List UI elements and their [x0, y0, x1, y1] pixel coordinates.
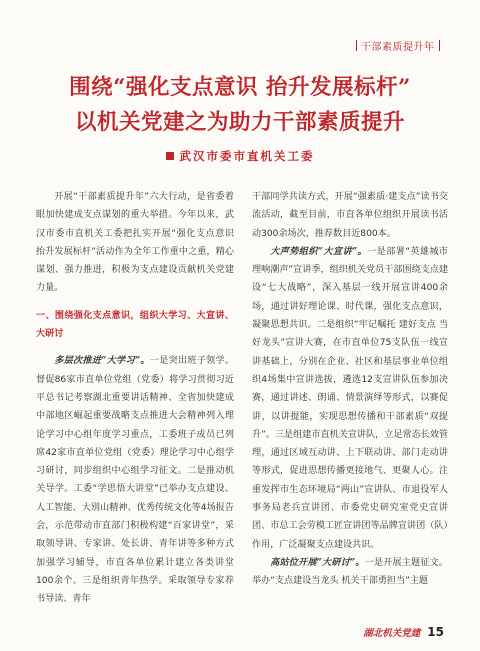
discuss-paragraph	[252, 554, 448, 591]
page-footer	[363, 625, 444, 639]
preach-body: 一是部署“英雄城市 理响潮声”宣讲季，组织机关党员干部围绕支点建设“七大战略”，深入基层一线开展宣讲400余场，通过讲好理论课、时代课，强化支点意识，凝聚思想共识。二是组织“牢记嘱托 建好支点 当好龙头”宣讲大赛，在市直单位75支队伍一线宣讲基础上，分别在企业、社区和基层事业单位组织4场集中宣讲选拔，遴选12支宣讲队伍参加决赛，通过讲述、朗诵、情景演绎等形式，以赛促讲，以讲提能，实现思想传播和干部素质“双提升”。三是组建市直机关宣讲队，立足常态长效管理，通过区域互动讲、上下联动讲、部门走动讲等形式，促进思想传播更接地气、更聚人心。注重发挥市生态环境局“两山”宣讲队、市退役军人事务局老兵宣讲团、市委党史研究室党史宣讲团、市总工会劳模工匠宣讲团等品牌宣讲团（队）作用，广泛凝聚支点建设共识。	[252, 246, 448, 550]
magazine-brand: 湖北机关党建	[363, 628, 421, 639]
section-bar-right	[439, 40, 441, 51]
left-column	[36, 188, 234, 609]
discuss-body: 一是开展主题征文。举办“支点建设当龙头 机关干部勇担当”主题	[252, 557, 448, 587]
section-heading: 一、围绕强化支点意识，组织大学习、大宣讲、大研讨	[36, 310, 234, 340]
section-tag	[352, 38, 445, 53]
intro-paragraph: 开展“干部素质提升年”六大行动，是省委着眼加快建成支点谋划的重大举措。今年以来，武汉市委市直机关工委把扎实开展“强化支点意识 抬升发展标杆”活动作为全年工作重中之重，精心谋划、强力推进，积极为支点建设贡献机关党建力量。	[36, 192, 234, 294]
section-bar-left	[356, 40, 358, 51]
discuss-lead: 高站位开展“大研讨”。	[270, 556, 365, 568]
right-column	[252, 188, 448, 591]
section-label: 干部素质提升年	[361, 42, 435, 53]
author-line	[0, 148, 480, 164]
study-paragraph	[36, 352, 234, 608]
author-square-icon	[166, 152, 174, 160]
title-line-1: 围绕“强化支点意识 抬升发展标杆”	[69, 75, 411, 100]
page-number: 15	[427, 625, 444, 639]
author-name: 武汉市委市直机关工委	[179, 149, 315, 163]
preach-lead: 大声势组织“大宣讲”。	[270, 245, 368, 257]
continued-paragraph: 干部同学共读方式，开展“强素质·建支点”读书交流活动，截至目前，市直各单位组织开展读书活动300余场次，推荐数目近800本。	[252, 192, 448, 239]
preach-paragraph	[252, 243, 448, 554]
title-line-2: 以机关党建之为助力干部素质提升	[74, 110, 405, 135]
study-lead: 多层次推进“大学习”。	[54, 355, 150, 367]
study-body: 一是突出班子领学。督促86家市直单位党组（党委）将学习贯彻习近平总书记考察湖北重要讲话精神、全省加快建成中部地区崛起重要战略支点推进大会精神列入理论学习中心组年度学习重点，工委班子成员已列席42家市直单位党组（党委）理论学习中心组学习研讨，同步组织中心组学习征文。二是推动机关导学。工委“学思悟大讲堂”已举办支点建设、人工智能、大别山精神、优秀传统文化等4场报告会，示范带动市直部门积极构建“百家讲堂”，采取领导讲、专家讲、处长讲、青年讲等多种方式加强学习辅导，市直各单位累计建立各类讲堂100余个。三是组织青年热学。采取领导专家荐书导读、青年	[36, 356, 234, 605]
